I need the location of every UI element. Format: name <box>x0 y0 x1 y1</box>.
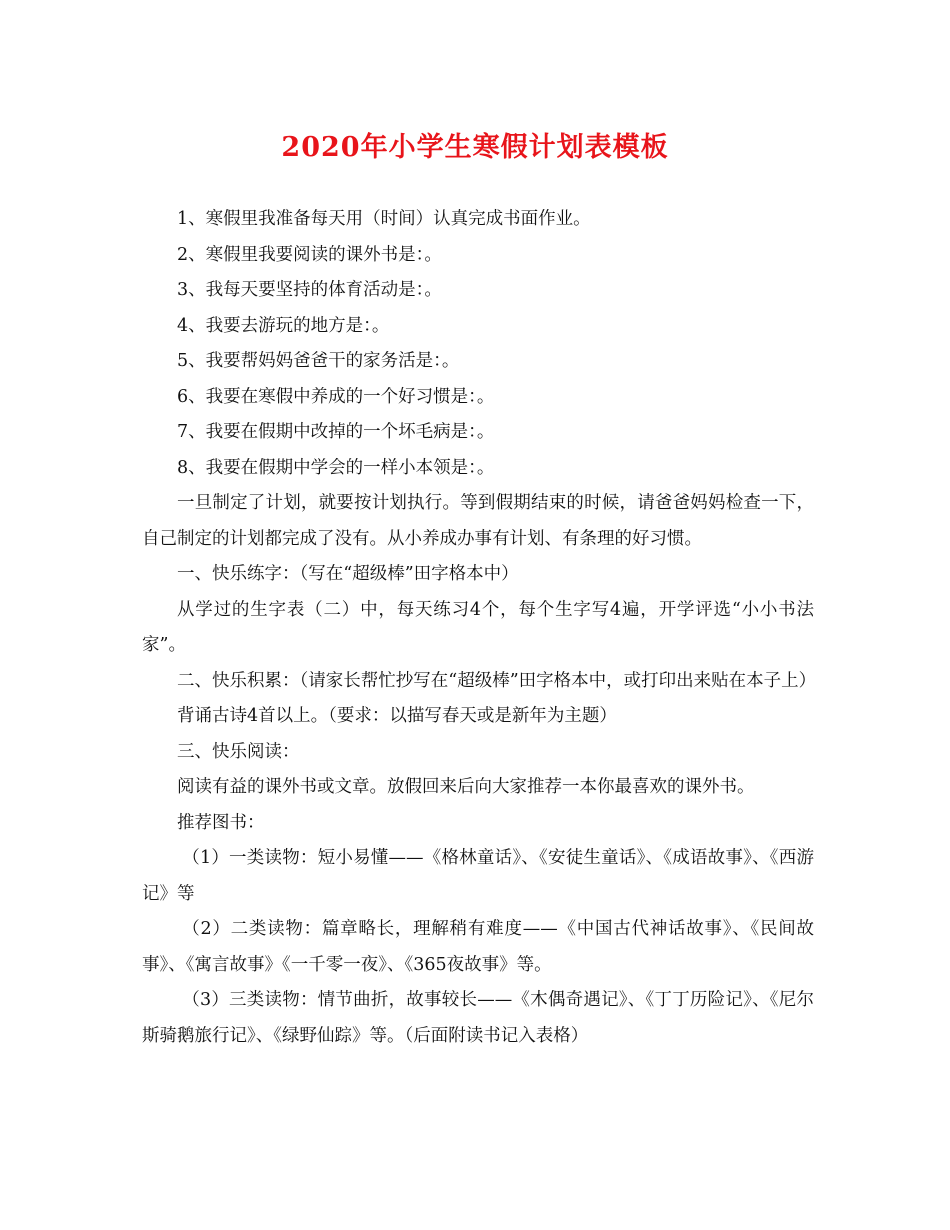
plan-item-6: 6、我要在寒假中养成的一个好习惯是：。 <box>177 386 495 407</box>
book-category-2: （2）二类读物：篇章略长，理解稍有难度——《中国古代神话故事》、《民间故事》、《寓言故事》《一千零一夜》、《365夜故事》等。 <box>142 919 814 975</box>
plan-item-8: 8、我要在假期中学会的一样小本领是：。 <box>177 457 495 478</box>
plan-item-1: 1、寒假里我准备每天用（时间）认真完成书面作业。 <box>177 209 591 229</box>
section-heading-writing: 一、快乐练字：（写在“超级棒”田字格本中） <box>177 564 519 584</box>
section-heading-reading: 三、快乐阅读： <box>177 741 300 762</box>
book-category-3: （3）三类读物：情节曲折，故事较长——《木偶奇遇记》、《丁丁历险记》、《尼尔斯骑鹅旅行记》、《绿野仙踪》等。（后面附读书记入表格） <box>142 990 814 1046</box>
recommended-books-label: 推荐图书： <box>177 812 265 833</box>
document-title: 2020年小学生寒假计划表模板 <box>281 132 669 163</box>
reading-paragraph: 阅读有益的课外书或文章。放假回来后向大家推荐一本你最喜欢的课外书。 <box>177 777 755 797</box>
plan-item-2: 2、寒假里我要阅读的课外书是：。 <box>177 244 442 265</box>
plan-item-3: 3、我每天要坚持的体育活动是：。 <box>177 280 442 300</box>
plan-summary-paragraph: 一旦制定了计划，就要按计划执行。等到假期结束的时候，请爸爸妈妈检查一下，自己制定的计划都完成了没有。从小养成办事有计划、有条理的好习惯。 <box>142 493 814 549</box>
section-heading-accumulation: 二、快乐积累：（请家长帮忙抄写在“超级棒”田字格本中，或打印出来贴在本子上） <box>177 670 817 691</box>
writing-paragraph: 从学过的生字表（二）中，每天练习4个，每个生字写4遍，开学评选“小小书法家”。 <box>142 599 814 655</box>
book-category-1: （1）一类读物：短小易懂——《格林童话》、《安徒生童话》、《成语故事》、《西游记》等 <box>142 848 814 904</box>
document-body <box>142 202 817 1054</box>
poetry-paragraph: 背诵古诗4首以上。（要求：以描写春天或是新年为主题） <box>177 706 617 726</box>
plan-item-5: 5、我要帮妈妈爸爸干的家务活是：。 <box>177 351 460 371</box>
plan-item-7: 7、我要在假期中改掉的一个坏毛病是：。 <box>177 422 495 442</box>
plan-item-4: 4、我要去游玩的地方是：。 <box>177 315 390 336</box>
